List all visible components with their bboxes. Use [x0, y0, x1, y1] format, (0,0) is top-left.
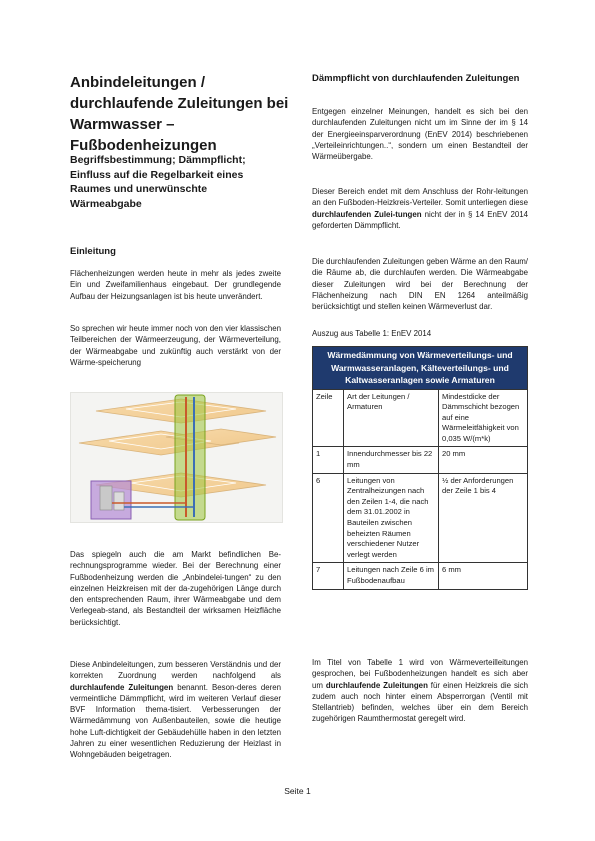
insulation-heading: Dämmpflicht von durchlaufenden Zuleitungen — [312, 73, 520, 84]
table-row — [313, 473, 528, 563]
table-row — [313, 447, 528, 473]
emphasis-text: durchlaufende Zuleitungen — [325, 680, 428, 690]
enev-table — [312, 346, 528, 590]
table-row — [313, 563, 528, 589]
floor-heating-diagram — [71, 393, 282, 522]
intro-paragraph-1: Flächenheizungen werden heute in mehr als jedes zweite Ein und Zweifamilienhaus eingebaut. Der grundlegende Aufbau der Heizungsanlagen ist bis heute unverändert. — [70, 269, 281, 301]
intro-paragraph-3: Das spiegeln auch die am Markt befindlichen Be-rechnungsprogramme wieder. Bei der Berechnung einer Fußbodenheizung werden die „Anbindelei-tungen“ zu den einzelnen Heizkreisen mit der da-zugehörigen Länge durch den entsprechenden Raum, ihrer Wärmeabgabe und dem Verlegeab-stand, als Bestandteil der wirksamen Heizfläche berücksichtigt. — [70, 550, 281, 627]
boiler — [100, 486, 112, 510]
right-paragraph-1: Entgegen einzelner Meinungen, handelt es sich bei den durchlaufenden Zuleitungen nicht um im Sinne der im § 14 der Energieeinsparverordnung (EnEV 2014) beschriebenen „Verteileinrichtungen..“, sondern um einen Bestandteil der Wärmeübergabe. — [312, 107, 528, 162]
table-cell: Innendurchmesser bis 22 mm — [344, 447, 439, 473]
table-header-cell: Mindestdicke der Dämmschicht bezogen auf eine Wärmeleitfähigkeit von 0,035 W/(m*k) — [439, 389, 528, 447]
intro-heading: Einleitung — [70, 246, 116, 257]
emphasis-text: durchlaufende Zuleitungen — [70, 682, 174, 692]
table-cell: Leitungen von Zentralheizungen nach den Zeilen 1-4, die nach dem 31.01.2002 in Bauteilen zwischen beheizten Räumen verschiedener Nutzer verlegt werden — [344, 473, 439, 563]
emphasis-text: durchlaufenden Zulei-tungen — [312, 209, 422, 219]
intro-paragraph-4: Diese Anbindeleitungen, zum besseren Verständnis und der korrekten Zuordnung werden nachfolgend als durchlaufende Zuleitungen benannt. Beson-deres deren vermeintliche Dämmpflicht, wird im weiteren Verlauf dieser BVF Information thema-tisiert. Verbesserungen der Wärmedämmung von Außenbauteilen, sowie die heutige hohe Luft-dichtigkeit der Gebäudehülle haben in den letzten Jahren zu einer wesentlichen Reduzierung der Heizlast in Wohngebäuden beigetragen. — [70, 660, 282, 760]
table-cell: ½ der Anforderungen der Zeile 1 bis 4 — [439, 473, 528, 563]
intro-paragraph-2: So sprechen wir heute immer noch von den vier klassischen Teilbereichen der Wärmeerzeugung, der Wärmeverteilung, der Wärmeabgabe und zukünftig auch verstärkt von der Wärme-speicherung — [70, 324, 281, 367]
storage-tank — [114, 492, 124, 510]
table-cell: 6 — [313, 473, 344, 563]
document-title: Anbindeleitungen / durchlaufende Zuleitungen bei Warmwasser – Fußbodenheizungen — [70, 74, 289, 154]
distribution-highlight — [175, 395, 205, 520]
table-title: Wärmedämmung von Wärmeverteilungs- und Warmwasseranlagen, Kälteverteilungs- und Kaltwasseranlagen sowie Armaturen — [313, 347, 528, 390]
right-paragraph-4: Im Titel von Tabelle 1 wird von Wärmeverteilleitungen gesprochen, bei Fußbodenheizungen handelt es sich aber um durchlaufende Zuleitungen für einen Heizkreis die sich zudem auch noch hinter einem Absperrorgan (Ventil mit Stellantrieb) befinden, welches über ein dem Bereich zugehörigen Raumthermostat geregelt wird. — [312, 658, 529, 724]
right-paragraph-3: Die durchlaufenden Zuleitungen geben Wärme an den Raum/ die Räume ab, die durchlaufen werden. Die Wärmeabgabe dieser Zuleitungen wird bei der Berechnung der Flächenheizung nach DIN EN 1264 anteilmäßig berücksichtigt und stellen keinen Wärmeverlust dar. — [312, 257, 528, 312]
table-header-row — [313, 389, 528, 447]
table-cell: Leitungen nach Zeile 6 im Fußbodenaufbau — [344, 563, 439, 589]
table-cell: 6 mm — [439, 563, 528, 589]
page-number: Seite 1 — [284, 786, 311, 796]
table-header-cell: Zeile — [313, 389, 344, 447]
table-cell: 7 — [313, 563, 344, 589]
table-cell: 1 — [313, 447, 344, 473]
document-subtitle: Begriffsbestimmung; Dämmpflicht; Einfluss auf die Regelbarkeit eines Raumes und unerwünschte Wärmeabgabe — [70, 154, 246, 210]
table-cell: 20 mm — [439, 447, 528, 473]
floor-heating-illustration — [70, 392, 283, 523]
table-header-cell: Art der Leitungen / Armaturen — [344, 389, 439, 447]
table-caption: Auszug aus Tabelle 1: EnEV 2014 — [312, 329, 432, 338]
right-paragraph-2: Dieser Bereich endet mit dem Anschluss der Rohr-leitungen an den Fußboden-Heizkreis-Verteiler. Somit unterliegen diese durchlaufenden Zulei-tungen nicht der in § 14 EnEV 2014 geforderten Dämmpflicht. — [312, 187, 528, 230]
